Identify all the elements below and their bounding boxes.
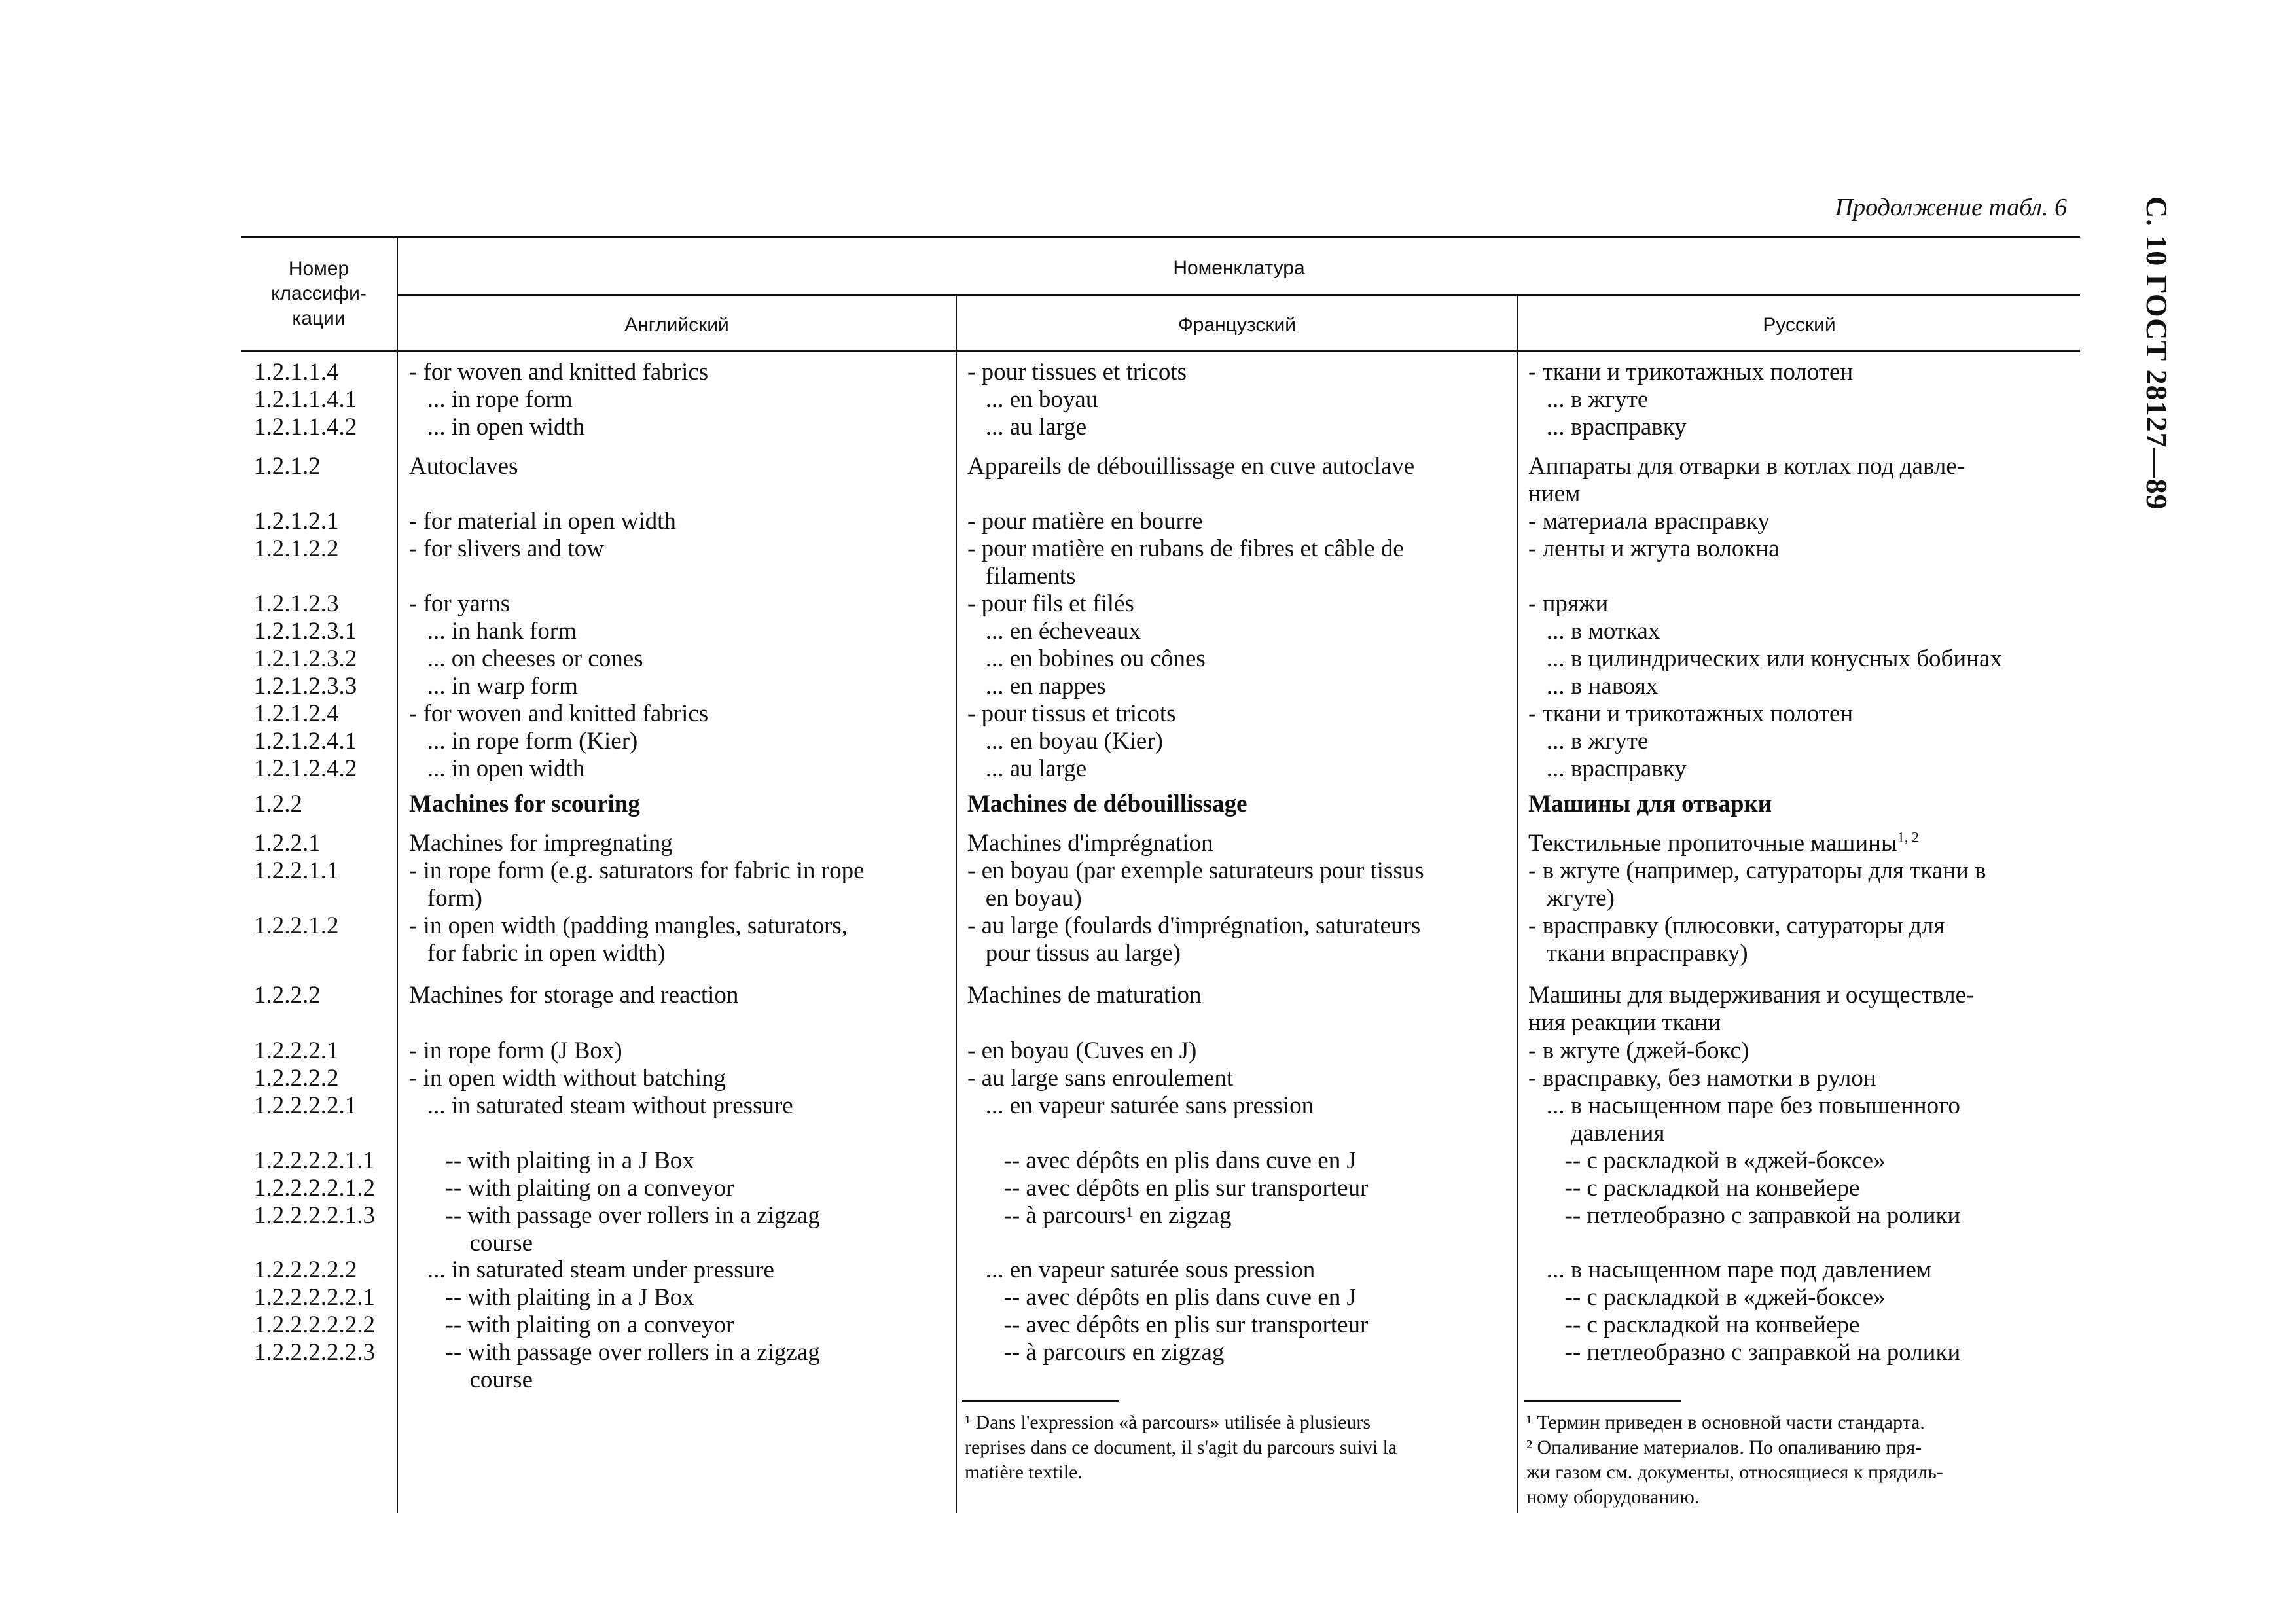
row-number-cell: 1.2.1.2	[254, 453, 321, 480]
russian-cell: - в жгуте (например, сатураторы для ткани в жгуте) - врасправку (плюсовки, сатураторы для ткани впрасправку)	[1528, 857, 1986, 967]
column-divider-2	[956, 294, 957, 1513]
header-english: Английский	[624, 314, 729, 336]
row-number-cell: 1.2.2.2.2.1.1 1.2.2.2.2.1.2 1.2.2.2.2.1.3	[254, 1147, 375, 1229]
russian-cell: Аппараты для отварки в котлах под давле- нием	[1528, 453, 1965, 507]
english-cell: - for woven and knitted fabrics ... in rope form ... in open width	[409, 359, 709, 440]
header-number: Номер классифи- кации	[271, 258, 367, 329]
table-top-rule	[241, 236, 2080, 238]
column-divider-1	[397, 236, 398, 1513]
french-cell: - en boyau (par exemple saturateurs pour tissus en boyau) - au large (foulards d'imprégnation, saturateurs pour tissus au large)	[967, 857, 1424, 967]
header-french: Французский	[1178, 314, 1296, 336]
row-number-cell: 1.2.2.1	[254, 830, 321, 857]
russian-cell: Машины для отварки	[1528, 791, 1772, 817]
row-number-cell: 1.2.2.2.1 1.2.2.2.2 1.2.2.2.2.1	[254, 1037, 357, 1119]
english-cell: ... in saturated steam under pressure -- with plaiting in a J Box -- with plaiting on a conveyor -- with passage over rollers in a zigzag course	[427, 1257, 820, 1393]
french-cell: - pour matière en bourre - pour matière en rubans de fibres et câble de filaments	[967, 508, 1404, 590]
header-russian: Русский	[1763, 314, 1836, 336]
header-bottom-rule	[241, 350, 2080, 352]
french-cell: Appareils de débouillissage en cuve autoclave	[967, 453, 1415, 480]
french-cell: -- avec dépôts en plis dans cuve en J -- avec dépôts en plis sur transporteur -- à parcours¹ en zigzag	[1003, 1147, 1369, 1229]
french-cell: - en boyau (Cuves en J) - au large sans enroulement ... en vapeur saturée sans pression	[967, 1037, 1314, 1119]
english-cell: - for yarns ... in hank form ... on cheeses or cones ... in warp form - for woven and knitted fabrics ... in rope form (Kier) ... in open width	[409, 590, 709, 782]
english-cell: - in rope form (e.g. saturators for fabric in rope form) - in open width (padding mangles, saturators, for fabric in open width)	[409, 857, 865, 967]
footnote-ref: 1, 2	[1897, 829, 1919, 846]
column-divider-3	[1517, 294, 1518, 1513]
footnote-french: ¹ Dans l'expression «à parcours» utilisée à plusieurs reprises dans ce document, il s'agit du parcours suivi la matière textile.	[965, 1412, 1397, 1483]
russian-cell: Машины для выдерживания и осуществле- ния реакции ткани	[1528, 982, 1975, 1036]
english-cell: Machines for impregnating	[409, 830, 673, 857]
english-cell: - for material in open width - for slivers and tow	[409, 508, 676, 562]
russian-cell: - материала врасправку - ленты и жгута волокна	[1528, 508, 1780, 562]
russian-cell: ... в насыщенном паре под давлением -- с раскладкой в «джей-боксе» -- с раскладкой на конвейере -- петлеобразно с заправкой на ролики	[1546, 1257, 1961, 1366]
russian-cell: - пряжи ... в мотках ... в цилиндрических или конусных бобинах ... в навоях - ткани и трикотажных полотен ... в жгуте ... врасправку	[1528, 590, 2002, 782]
russian-cell: - в жгуте (джей-бокс) - врасправку, без намотки в рулон ... в насыщенном паре без повышенного давления	[1528, 1037, 1960, 1147]
english-cell: Machines for scouring	[409, 791, 640, 817]
footnote-rule-fr	[962, 1400, 1119, 1402]
english-cell: Machines for storage and reaction	[409, 982, 739, 1008]
row-number-cell: 1.2.2.2	[254, 982, 321, 1008]
header-mid-rule	[397, 294, 2080, 296]
french-cell: - pour fils et filés ... en écheveaux ... en bobines ou cônes ... en nappes - pour tissus et tricots ... en boyau (Kier) ... au large	[967, 590, 1206, 782]
table-continuation-caption: Продолжение табл. 6	[1835, 194, 2067, 221]
russian-cell: Текстильные пропиточные машины$^{1, 2}$	[1528, 829, 1919, 857]
header-nomenclature: Номенклатура	[1173, 257, 1305, 279]
footnote-rule-ru	[1524, 1400, 1681, 1402]
russian-cell: - ткани и трикотажных полотен ... в жгуте ... врасправку	[1528, 359, 1854, 440]
page-side-header: С. 10 ГОСТ 28127—89	[2140, 196, 2174, 510]
french-cell: ... en vapeur saturée sous pression -- avec dépôts en plis dans cuve en J -- avec dépôts en plis sur transporteur -- à parcours en zigzag	[985, 1257, 1369, 1366]
english-cell: -- with plaiting in a J Box -- with plaiting on a conveyor -- with passage over rollers in a zigzag course	[445, 1147, 820, 1257]
row-number-cell: 1.2.1.2.3 1.2.1.2.3.1 1.2.1.2.3.2 1.2.1.2.3.3 1.2.1.2.4 1.2.1.2.4.1 1.2.1.2.4.2	[254, 590, 357, 782]
french-cell: Machines de débouillissage	[967, 791, 1247, 817]
french-cell: Machines de maturation	[967, 982, 1202, 1008]
french-cell: - pour tissues et tricots ... en boyau ... au large	[967, 359, 1187, 440]
row-number-cell: 1.2.2.1.1 1.2.2.1.2	[254, 857, 339, 939]
russian-cell: -- с раскладкой в «джей-боксе» -- с раскладкой на конвейере -- петлеобразно с заправкой на ролики	[1564, 1147, 1961, 1229]
footnote-russian: ¹ Термин приведен в основной части стандарта. ² Опаливание материалов. По опаливанию пря- жи газом см. документы, относящиеся к прядиль- ному оборудованию.	[1526, 1412, 1943, 1508]
french-cell: Machines d'imprégnation	[967, 830, 1213, 857]
english-cell: - in rope form (J Box) - in open width without batching ... in saturated steam without pressure	[409, 1037, 793, 1119]
row-number-cell: 1.2.2	[254, 791, 302, 817]
row-number-cell: 1.2.2.2.2.2 1.2.2.2.2.2.1 1.2.2.2.2.2.2 1.2.2.2.2.2.3	[254, 1257, 375, 1366]
english-cell: Autoclaves	[409, 453, 518, 480]
row-number-cell: 1.2.1.1.4 1.2.1.1.4.1 1.2.1.1.4.2	[254, 359, 357, 440]
row-number-cell: 1.2.1.2.1 1.2.1.2.2	[254, 508, 339, 562]
